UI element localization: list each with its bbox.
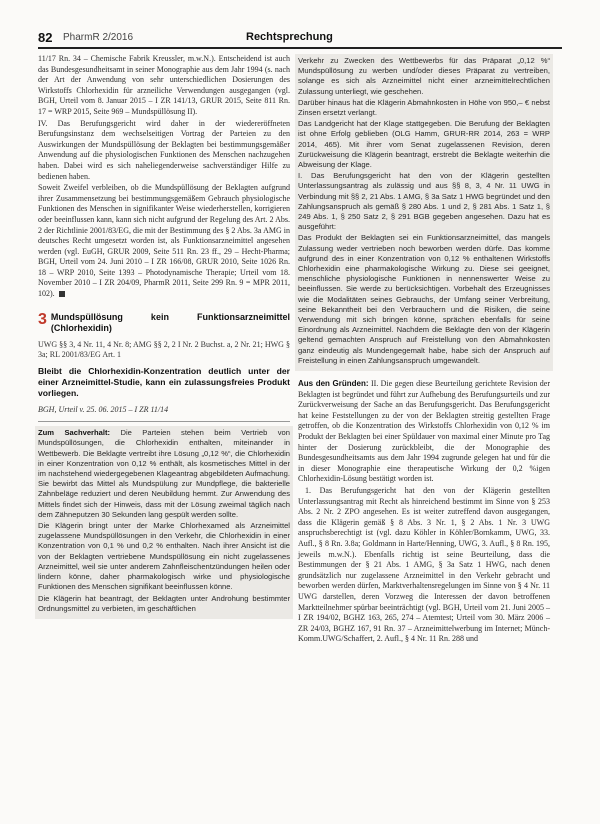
- case-header: [38, 312, 290, 423]
- end-mark-icon: [59, 291, 65, 297]
- case-headnote: Bleibt die Chlorhexidin-Konzentration deutlich unter der einer Arzneimittel-Studie, kann ein zulassungsfreies Produkt vorliegen.: [38, 365, 290, 398]
- paragraph: Darüber hinaus hat die Klägerin Abmahnkosten in Höhe von 950,– € nebst Zinsen ersetzt verlangt.: [298, 97, 550, 118]
- paragraph: Verkehr zu Zwecken des Wettbewerbs für das Präparat „0,12 %“ Mundspüllösung zu werben und/oder dieses Präparat zu vertreiben, solange es sich als Arzneimittel nicht einer arzneimittelrechtlichen Zulassung unterliegt, wie geschehen.: [298, 56, 550, 96]
- paragraph: IV. Das Berufungsgericht wird daher in der wiedereröffneten Berufungsinstanz dem wechselseitigen Vortrag der Parteien zu den Auswirkungen der Mundspüllösung der Beklagten bei bestimmungsgemäßer Anwendung auf die physiologischen Funktionen des Menschen nachzugehen haben. Dabei wird es sich naheliegenderweise sachverständiger Hilfe zu bedienen haben.: [38, 118, 290, 181]
- page-number: 82: [38, 30, 53, 45]
- facts-label: Zum Sachverhalt:: [38, 428, 111, 438]
- paragraph: [298, 379, 550, 485]
- paragraph: Das Landgericht hat der Klage stattgegeben. Die Berufung der Beklagten ist ohne Erfolg geblieben (OLG Hamm, GRUR-RR 2014, 263 = WRP 2014, 465). Mit ihrer vom Senat zugelassenen Revision, deren Zurückweisung die Klägerin beantragt, erstrebt die Beklagte weiterhin die Abweisung der Klage.: [298, 119, 550, 170]
- paragraph: [38, 183, 290, 300]
- left-column: [38, 54, 290, 619]
- paragraph-text: Die Parteien stehen beim Vertrieb von Mundspüllösungen, die Chlorhexidin enthalten, miteinander in Wettbewerb. Die Beklagte vertreibt ihre Lösung „0,12 %“, die Chlorhexidin in einer Konzentration von 0,12 % enthält, als kosmetisches Mittel in der im nachstehend wiedergegebenen Klageantrag abgebildeten Aufmachung. Sie bewirbt das Mittel als Mundspülung zur Mundpflege, die bakterielle Zahnbeläge reduziert und deren Neubildung hemmt. Zur Anwendung des Mittels findet sich der Hinweis, dass mit der Lösung zweimal täglich nach dem Zähneputzen 30 Sekunden lang gespült werden sollte.: [38, 428, 290, 519]
- paragraph: I. Das Berufungsgericht hat den von der Klägerin gestellten Unterlassungsantrag als zulässig und aus §§ 8, 3, 4 Nr. 11 UWG in Verbindung mit §§ 2, 21 Abs. 1 AMG, § 3a Satz 1 HWG begründet und den Zahlungsanspruch als gemäß § 280 Abs. 1 und 2, § 281 Abs. 1 Satz 1, § 249 Abs. 1, § 250 Satz 2, § 291 BGB gegeben angesehen. Dazu hat es ausgeführt:: [298, 171, 550, 232]
- case-title: Mundspüllösung kein Funktionsarzneimittel (Chlorhexidin): [50, 311, 290, 333]
- reasons-label: Aus den Gründen:: [298, 379, 369, 389]
- paragraph: Die Klägerin bringt unter der Marke Chlorhexamed als Arzneimittel zugelassene Mundspüllösungen in den Verkehr, die Chlorhexidin in einer Konzentration von 0,1 % und 0,2 % enthalten. Nach ihrer Ansicht ist die von der Beklagten vertriebene Mundspüllösung ein nicht zugelassenes Arzneimittel, weil sie unter anderem Zahnfleischentzündungen heilen oder lindern könne, daher pharmakologisch wirke und physiologische Funktionen des Menschen signifikant beeinflussen könne.: [38, 521, 290, 592]
- paragraph: Das Produkt der Beklagten sei ein Funktionsarzneimittel, das mangels Zulassung weder vertrieben noch beworben werden dürfe. Das komme aufgrund des in einer Konzentration von 0,12 % enthaltenen Wirkstoffs Chlorhexidin eine pharmakologische Wirkung zu. Diese sei geeignet, menschliche physiologische Funktionen in nennenswerter Weise zu beeinflussen. Sie werde zu berücksichtigen. Vorbehalt des Erzeugnisses wie die Modalitäten seines Gebrauchs, der Umfang seiner Verbreitung, seine Bekanntheit bei den Verbrauchern und die Risiken, die seine Verwendung mit sich bringen könne, sprächen ebenfalls für seine Einordnung als Arzneimittel. Nachdem die Beklagte den von der Klägerin geltend gemachten Anspruch auf Freistellung von den Abmahnkosten ganz eindeutig als Mundengegemalt habe, habe sich der Anspruch auf Freistellung in einen Zahlungsanspruch umgewandelt.: [298, 233, 550, 365]
- case-law-references: UWG §§ 3, 4 Nr. 11, 4 Nr. 8; AMG §§ 2, 2 I Nr. 2 Buchst. a, 2 Nr. 21; HWG § 3a; RL 2001/83/EG Art. 1: [38, 339, 290, 359]
- paragraph: Die Klägerin hat beantragt, der Beklagten unter Androhung bestimmter Ordnungsmittel zu verbieten, im geschäftlichen: [38, 593, 290, 613]
- divider: [38, 421, 290, 422]
- paragraph: 11/17 Rn. 34 – Chemische Fabrik Kreussler, m.w.N.). Entscheidend ist auch das Bundesgesundheitsamt in seiner Monographie aus dem Jahr 1994 (s. nach der Art der Anwendung von sehr unterschiedlichen Dosierungen des Wirkstoffs Chlorhexidin für arzneiliche Verwendungen ausgegangen (vgl. BGH, Urteil vom 8. Januar 2015 – I ZR 141/13, GRUR 2015, Seite 811 Rn. 17 = WRP 2015, Seite 969 – Mundspüllösung II).: [38, 54, 290, 116]
- journal-name: PharmR 2/2016: [63, 32, 134, 43]
- case-number: 3: [38, 310, 47, 328]
- case-court-citation: BGH, Urteil v. 25. 06. 2015 – I ZR 11/14: [38, 404, 169, 414]
- paragraph-text: II. Die gegen diese Beurteilung gerichtete Revision der Beklagten ist begründet und führt zur Aufhebung des Berufungsurteils und zur Zurückverweisung der Sache an das Berufungsgericht. Das Berufungsgericht hat keine Feststellungen zu der von der Beklagten streitig gestellten Frage getroffen, ob die Konzentration des Wirkstoffs Chlorhexidin von 0,12 % im Produkt der Beklagten bei einer Spüldauer von maximal einer Minute pro Tag hinter der Dosierung zurückbleibt, die der Monographie des Bundesgesundheitsamts aus dem Jahr 1994 zugrunde gelegen hat und für die in dieser Monographie eine therapeutische Wirkung der 0,2 %igen Chlorhexidin-Lösung bestätigt worden ist.: [298, 379, 550, 484]
- paragraph-text: Soweit Zweifel verbleiben, ob die Mundspüllösung der Beklagten aufgrund ihrer Zusammensetzung bei bestimmungsgemäßem Gebrauch physiologische Funktionen des Menschen in signifikanter Weise wiederherstellen, korrigieren oder beeinflussen kann, kann sich nicht aufgrund der Regelung des Art. 2 Abs. 2 der Richtlinie 2001/83/EG, die mit der Bestimmung des § 2 Abs. 3a AMG in deutsches Recht umgesetzt worden ist, als Funktionsarzneimittel angesehen werden (vgl. EuGH, GRUR 2009, Seite 511 Rn. 23 ff., 29 – Hecht-Pharma; BGH, Urteil vom 24. Juni 2010 – I ZR 166/08, GRUR 2010, Seite 1026 Rn. 18 – WRP 2010, Seite 1393 – Photodynamische Therapie; Urteil vom 18. November 2010 – I ZR 204/09, PharmR 2011, Seite 299 Rn. 9 = MPR 2011, 102).: [38, 183, 290, 299]
- header-rule: [38, 47, 562, 49]
- paragraph: 1. Das Berufungsgericht hat den von der Klägerin gestellten Unterlassungsantrag mit Recht als hinreichend bestimmt im Sinne von § 253 Abs. 2 Nr. 2 ZPO angesehen. Es ist weiter zutreffend davon ausgegangen, dass die Klägerin gemäß § 8 Abs. 3 Nr. 1, § 2 Abs. 1 Nr. 3 UWG anspruchsberechtigt ist (vgl. dazu Köhler in Köhler/Bornkamm, UWG, 33. Aufl., § 8 Rn. 3.8a; Goldmann in Harte/Henning, UWG, 3. Aufl., § 8 Rn. 195, jeweils m.w.N.). Ebenfalls richtig ist seine Beurteilung, dass die Bestimmungen der § 21 Abs. 1 AMG, § 3a Satz 1 HWG, nach denen grundsätzlich nur zugelassene Arzneimittel in den Verkehr gebracht und beworben werden dürfen, Marktverhaltensregelungen im Sinne von § 4 Nr. 11 UWG darstellen, deren Vorzweg die Interessen der davon betroffenen Marktteilnehmer spürbar beeinträchtigt (vgl. BGH, Urteil vom 21. Juni 2005 – I ZR 194/02, BGHZ 163, 265, 274 – Atemtest; Urteil vom 30. März 2006 – ZR 24/03, BGHZ 167, 91 Rn. 37 – Arzneimittelwerbung im Internet; Münch-Komm.UWG/Schaffert, 2. Aufl., § 4 Nr. 11 Rn. 288 und: [298, 486, 550, 644]
- facts-box-continued: [295, 54, 553, 371]
- right-column: [298, 54, 550, 646]
- section-title: Rechtsprechung: [246, 31, 333, 43]
- paragraph: [38, 428, 290, 520]
- page-header: [38, 30, 562, 48]
- facts-box: [35, 426, 293, 619]
